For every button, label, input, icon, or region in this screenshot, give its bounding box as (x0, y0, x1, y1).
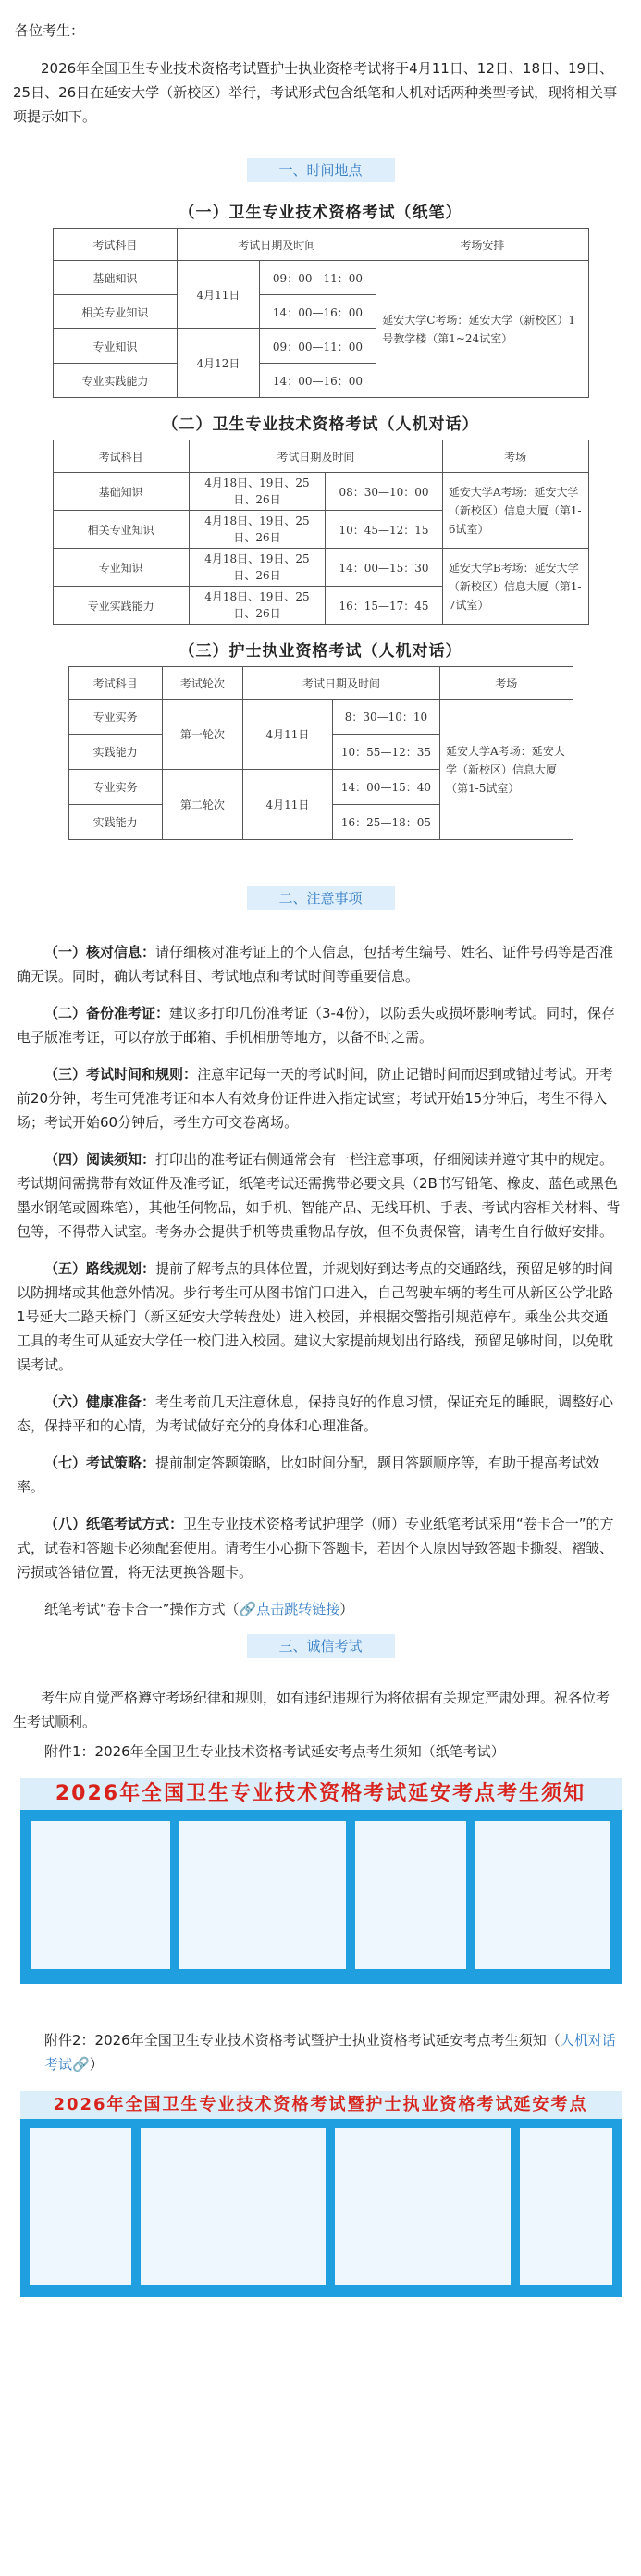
greeting: 各位考生： (15, 22, 85, 39)
operation-guide-line: 纸笔考试“卷卡合一”操作方式（🔗点击跳转链接） (44, 1601, 354, 1617)
notice-item (13, 1512, 628, 1584)
table-cell: 实践能力 (68, 735, 162, 770)
nurse-exam-table (68, 666, 573, 840)
table-cell: 相关专业知识 (53, 511, 189, 549)
guide-link[interactable]: 🔗点击跳转链接 (239, 1601, 340, 1617)
table-title-nurse: （三）护士执业资格考试（人机对话） (179, 642, 462, 661)
table-cell: 4月18日、19日、25日、26日 (189, 587, 325, 625)
poster-panel (520, 2128, 612, 2285)
table-cell: 实践能力 (68, 805, 162, 840)
table-cell: 4月11日 (243, 770, 333, 840)
table-cell: 4月18日、19日、25日、26日 (189, 473, 325, 511)
notice-heading: （七）考试策略： (44, 1455, 156, 1471)
notice-heading: （一）核对信息： (44, 944, 156, 960)
poster-title: 2026年全国卫生专业技术资格考试延安考点考生须知 (20, 1778, 622, 1810)
notice-heading: （六）健康准备： (44, 1393, 156, 1410)
computer-exam-table (53, 440, 589, 625)
col-header: 考场安排 (376, 229, 588, 261)
notice-item (13, 1390, 628, 1438)
notice-text: 注意牢记每一天的考试时间，防止记错时间而迟到或错过考试。开考前20分钟，考生可凭准考证和本人有效身份证件进入指定试室；考试开始15分钟后，考生不得入场；考试开始60分钟后，考生方可交卷离场。 (17, 1066, 614, 1131)
poster-panel (179, 1821, 346, 1969)
notice-heading: （四）阅读须知： (44, 1151, 156, 1168)
notice-heading: （五）路线规划： (44, 1260, 156, 1277)
poster-panel (31, 1821, 170, 1969)
col-header: 考试科目 (68, 667, 162, 700)
notice-item (13, 1062, 628, 1134)
table-cell: 专业实践能力 (53, 364, 178, 398)
poster-panel (475, 1821, 610, 1969)
notice-text: 请仔细核对准考证上的个人信息，包括考生编号、姓名、证件号码等是否准确无误。同时，确认考试科目、考试地点和考试时间等重要信息。 (17, 944, 614, 985)
notice-heading: （八）纸笔考试方式： (44, 1516, 184, 1532)
link-icon: 🔗 (72, 2056, 90, 2073)
table-cell: 专业知识 (53, 329, 178, 364)
notice-heading: （三）考试时间和规则： (44, 1066, 198, 1083)
poster-panel (141, 2128, 326, 2285)
notice-item (13, 1451, 628, 1499)
poster-panel (335, 2128, 511, 2285)
table-title-computer: （二）卫生专业技术资格考试（人机对话） (162, 415, 479, 434)
poster-panel (355, 1821, 466, 1969)
notice-item (13, 1001, 628, 1049)
poster-title: 2026年全国卫生专业技术资格考试暨护士执业资格考试延安考点 (20, 2091, 622, 2119)
guide-text: 纸笔考试“卷卡合一”操作方式（ (44, 1601, 240, 1617)
table-cell: 4月18日、19日、25日、26日 (189, 549, 325, 587)
notice-text: 提前了解考点的具体位置，并规划好到达考点的交通路线，预留足够的时间以防拥堵或其他意外情况。步行考生可从图书馆门口进入，自己驾驶车辆的考生可从新区公学北路1号延大二路天桥门（新区延安大学转盘处）进入校园，并根据交警指引规范停车。乘坐公共交通工具的考生可从延安大学任一校门进入校园。建议大家提前规划出行路线，预留足够时间，以免耽误考试。 (17, 1260, 614, 1373)
table-cell: 4月18日、19日、25日、26日 (189, 511, 325, 549)
attachment-2-link[interactable]: 人机对话考试🔗 (44, 2032, 616, 2073)
col-header: 考场 (440, 667, 573, 700)
table-cell: 延安大学A考场：延安大学（新校区）信息大厦（第1-6试室） (442, 473, 588, 549)
intro-paragraph: 2026年全国卫生专业技术资格考试暨护士执业资格考试将于4月11日、12日、18日、19日、25日、26日在延安大学（新校区）举行，考试形式包含纸笔和人机对话两种类型考试，现将相关事项提示如下。 (13, 60, 618, 125)
table-cell: 08：30—10：00 (326, 473, 443, 511)
paper-exam-table (53, 228, 589, 398)
table-cell: 4月11日 (243, 700, 333, 770)
notice-text: 卫生专业技术资格考试护理学（师）专业纸笔考试采用“卷卡合一”的方式，试卷和答题卡必须配套使用。请考生小心撕下答题卡，若因个人原因导致答题卡撕裂、褶皱、污损或答错位置，将无法更换答题卡。 (17, 1516, 614, 1580)
table-cell: 14：00—16：00 (259, 295, 376, 329)
table-cell: 第二轮次 (162, 770, 242, 840)
notice-heading: （二）备份准考证： (44, 1005, 170, 1022)
table-cell: 09：00—11：00 (259, 329, 376, 364)
table-cell: 14：00—16：00 (259, 364, 376, 398)
attachment-1-caption: 附件1：2026年全国卫生专业技术资格考试延安考点考生须知（纸笔考试） (44, 1743, 505, 1760)
table-cell: 第一轮次 (162, 700, 242, 770)
table-cell: 延安大学A考场：延安大学（新校区）信息大厦（第1-5试室） (440, 700, 573, 840)
table-cell: 相关专业知识 (53, 295, 178, 329)
notice-item (13, 1147, 628, 1244)
table-cell: 14：00—15：40 (332, 770, 439, 805)
page (13, 0, 628, 2297)
table-cell: 基础知识 (53, 473, 189, 511)
table-cell: 16：25—18：05 (332, 805, 439, 840)
col-header: 考试科目 (53, 440, 189, 473)
table-cell: 延安大学B考场：延安大学（新校区）信息大厦（第1-7试室） (442, 549, 588, 625)
table-cell: 09：00—11：00 (259, 261, 376, 295)
table-cell: 16：15—17：45 (326, 587, 443, 625)
table-cell: 4月11日 (178, 261, 259, 329)
attachment-1-poster-image[interactable] (20, 1778, 622, 1984)
table-cell: 基础知识 (53, 261, 178, 295)
col-header: 考试轮次 (162, 667, 242, 700)
table-cell: 专业知识 (53, 549, 189, 587)
table-cell: 4月12日 (178, 329, 259, 398)
notice-list (13, 940, 628, 1621)
notice-text: 考生考前几天注意休息，保持良好的作息习惯，保证充足的睡眠，调整好心态，保持平和的心情，为考试做好充分的身体和心理准备。 (17, 1393, 614, 1434)
col-header: 考试日期及时间 (178, 229, 376, 261)
table-cell: 专业实践能力 (53, 587, 189, 625)
integrity-paragraph: 考生应自觉严格遵守考场纪律和规则，如有违纪违规行为将依据有关规定严肃处理。祝各位考生考试顺利。 (13, 1690, 610, 1730)
col-header: 考试日期及时间 (243, 667, 440, 700)
col-header: 考试科目 (53, 229, 178, 261)
notice-text: 建议多打印几份准考证（3-4份），以防丢失或损坏影响考试。同时，保存电子版准考证，可以存放于邮箱、手机相册等地方，以备不时之需。 (17, 1005, 616, 1046)
attachment-2-poster-image[interactable] (20, 2091, 622, 2297)
link-icon: 🔗 (239, 1601, 257, 1617)
table-title-paper: （一）卫生专业技术资格考试（纸笔） (179, 204, 462, 222)
section-title-notices: 二、注意事项 (247, 886, 395, 910)
col-header: 考场 (442, 440, 588, 473)
poster-panel (30, 2128, 131, 2285)
attachment-2-caption: 附件2：2026年全国卫生专业技术资格考试暨护士执业资格考试延安考点考生须知（人机对话考试🔗） (44, 2032, 616, 2073)
section-title-time-place: 一、时间地点 (247, 158, 395, 182)
notice-text: 打印出的准考证右侧通常会有一栏注意事项，仔细阅读并遵守其中的规定。考试期间需携带有效证件及准考证，纸笔考试还需携带必要文具（2B书写铅笔、橡皮、蓝色或黑色墨水钢笔或圆珠笔），其他任何物品，如手机、智能产品、无线耳机、手表、考试内容相关材料、背包等，不得带入试室。考务办会提供手机等贵重物品存放，但不负责保管，请考生自行做好安排。 (17, 1151, 621, 1240)
notice-text: 提前制定答题策略，比如时间分配，题目答题顺序等，有助于提高考试效率。 (17, 1455, 600, 1495)
table-cell: 专业实务 (68, 700, 162, 735)
table-cell: 10：45—12：15 (326, 511, 443, 549)
table-cell: 10：55—12：35 (332, 735, 439, 770)
col-header: 考试日期及时间 (189, 440, 442, 473)
table-cell: 延安大学C考场：延安大学（新校区）1号教学楼（第1~24试室） (376, 261, 588, 398)
notice-item (13, 1257, 628, 1377)
notice-item (13, 940, 628, 988)
section-title-integrity: 三、诚信考试 (247, 1634, 395, 1658)
table-cell: 专业实务 (68, 770, 162, 805)
table-cell: 8：30—10：10 (332, 700, 439, 735)
table-cell: 14：00—15：30 (326, 549, 443, 587)
